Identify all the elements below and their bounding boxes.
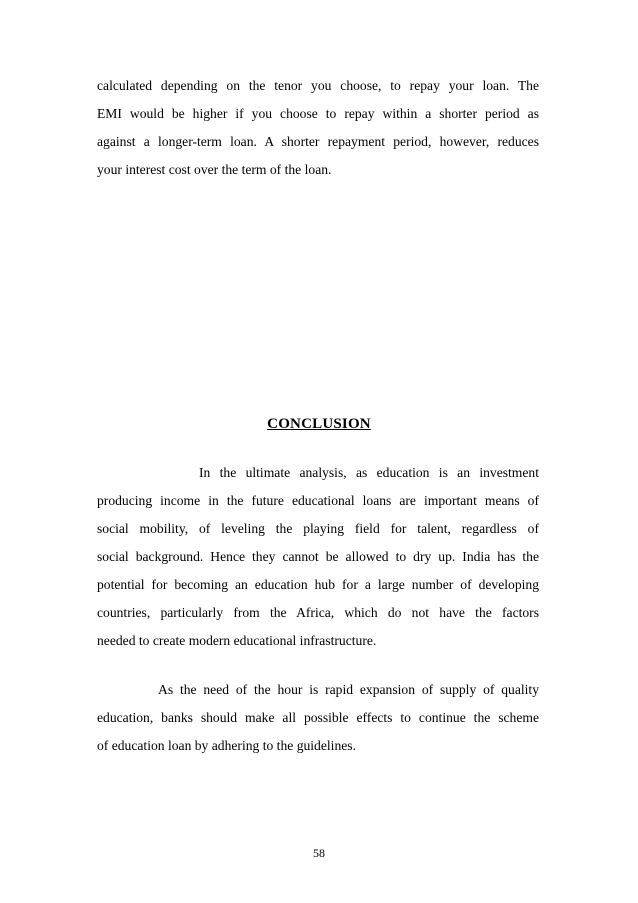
text-line: calculated depending on the tenor you choose, to repay your loan. The (97, 78, 539, 93)
text-line: against a longer-term loan. A shorter repayment period, however, reduces (97, 134, 539, 149)
paragraph-emi (97, 72, 539, 184)
section-heading: CONCLUSION (267, 416, 371, 432)
paragraph-conclusion (97, 459, 539, 655)
page-number: 58 (313, 846, 325, 860)
text-line: needed to create modern educational infrastructure. (97, 633, 377, 648)
text-line: In the ultimate analysis, as education is an investment (199, 465, 539, 480)
text-line: As the need of the hour is rapid expansion of supply of quality (158, 682, 539, 697)
text-line: producing income in the future educational loans are important means of (97, 493, 539, 508)
text-line: countries, particularly from the Africa, which do not have the factors (97, 605, 539, 620)
text-line: EMI would be higher if you choose to repay within a shorter period as (97, 106, 539, 121)
text-line: social background. Hence they cannot be allowed to dry up. India has the (97, 549, 539, 564)
text-line: education, banks should make all possible effects to continue the scheme (97, 710, 539, 725)
text-line: social mobility, of leveling the playing field for talent, regardless of (97, 521, 539, 536)
paragraph-recommendation (97, 676, 539, 760)
text-line: of education loan by adhering to the guidelines. (97, 738, 356, 753)
text-line: your interest cost over the term of the loan. (97, 162, 332, 177)
text-line: potential for becoming an education hub for a large number of developing (97, 577, 539, 592)
